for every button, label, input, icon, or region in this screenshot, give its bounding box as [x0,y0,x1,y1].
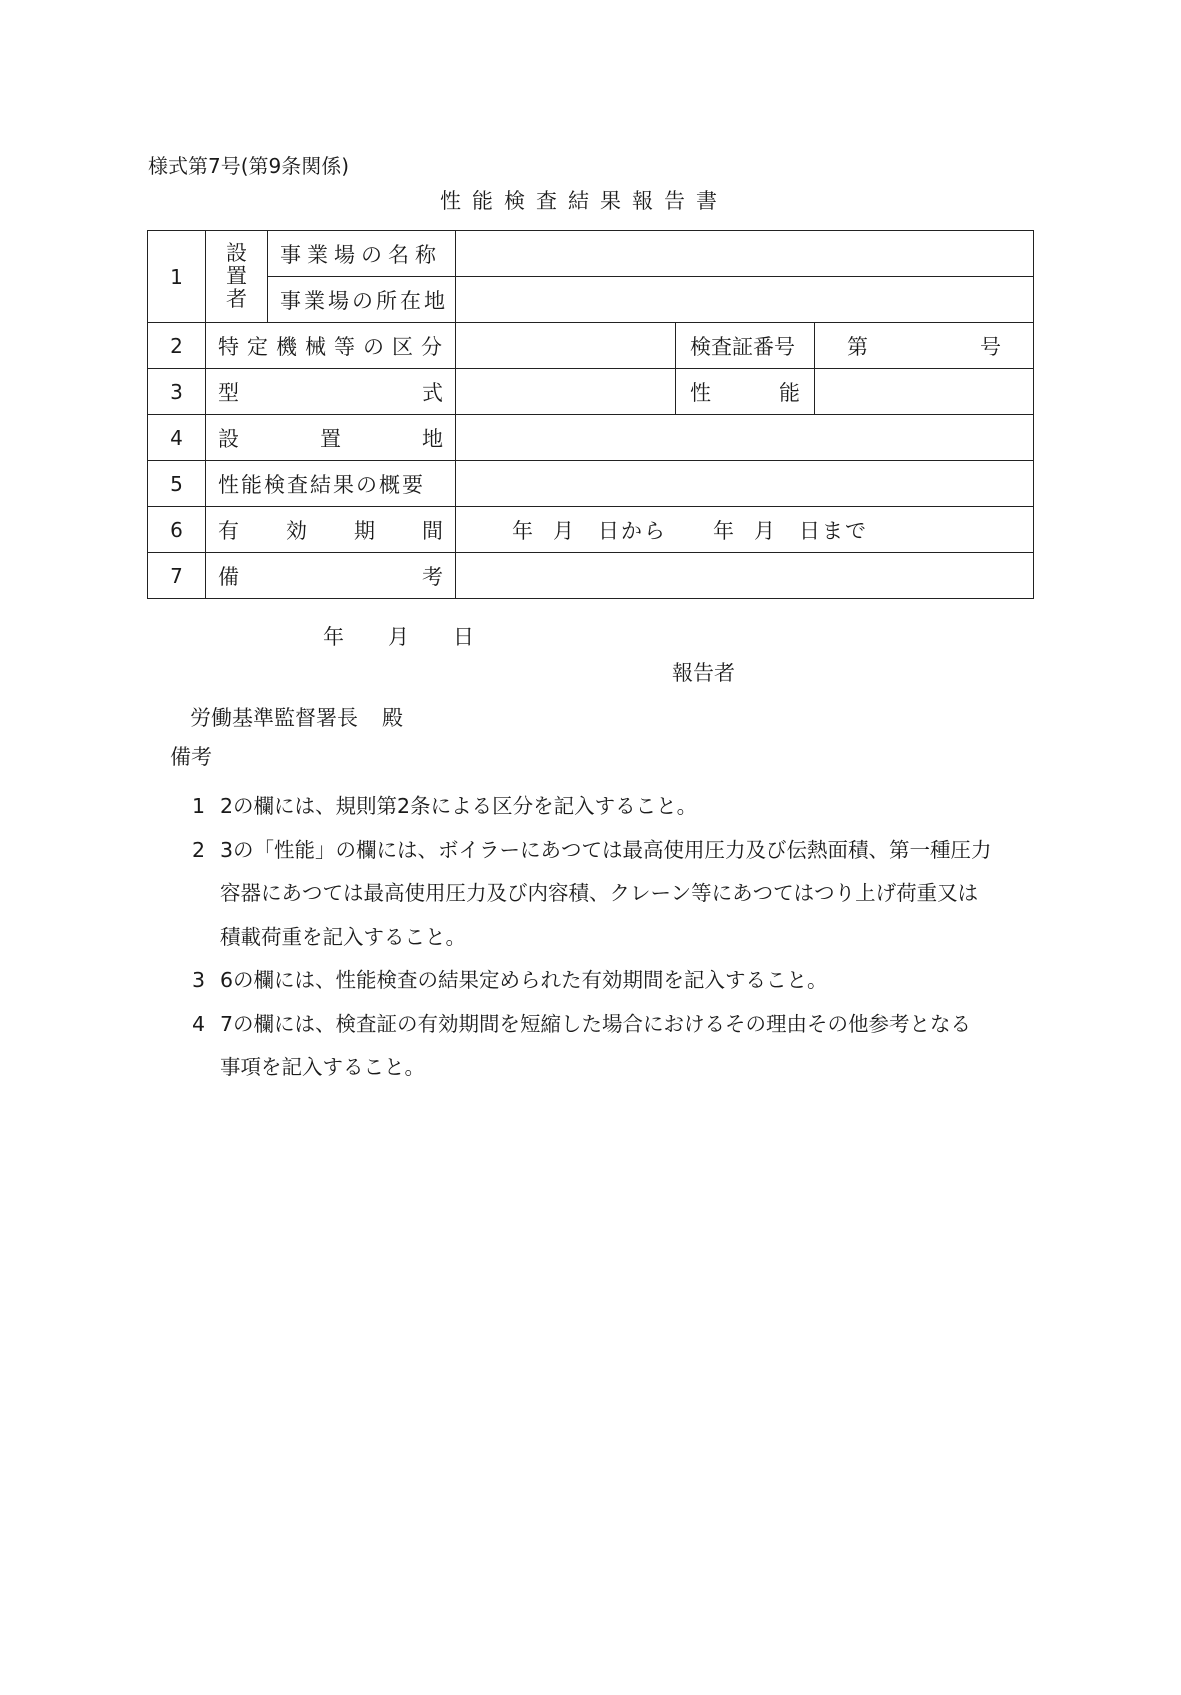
table-row-5 [148,461,1034,507]
installer-group-label [206,231,268,323]
row-number-2: 2 [148,323,206,369]
remarks-label [206,553,456,599]
document-title: 性能検査結果報告書 [440,189,728,213]
period-from: 日から [598,518,667,543]
machine-category-field[interactable] [456,323,676,369]
site-label-char-1: 設 [218,426,239,451]
table-row-6 [148,507,1034,553]
note-text-line: 事項を記入すること。 [220,1055,425,1079]
installation-site-label [206,415,456,461]
row-number-5: 5 [148,461,206,507]
row-number-3: 3 [148,369,206,415]
workplace-address-label: 事業場の所在地 [268,277,456,323]
labor-office-chief: 労働基準監督署長 [190,706,358,730]
date-year: 年 [323,625,344,649]
period-label-char-2: 効 [286,518,307,543]
note-text-line: 3の「性能」の欄には、ボイラーにあつては最高使用圧力及び伝熱面積、第一種圧力 [220,837,992,862]
certificate-prefix: 第 [847,334,868,359]
installer-char-2: 置 [226,264,247,288]
period-label-char-4: 間 [422,518,443,543]
notes-list [190,785,1030,1090]
note-item-2 [190,829,1030,960]
performance-field[interactable] [815,369,1034,415]
note-number: 3 [192,968,206,992]
note-text-line: 積載荷重を記入すること。 [220,924,466,949]
installer-char-1: 設 [226,241,247,265]
note-item-3 [190,959,1030,1003]
report-date[interactable] [323,622,474,652]
validity-period-field[interactable] [456,507,1034,553]
addressee [190,703,403,733]
remarks-label-char-1: 備 [218,564,239,589]
note-item-1 [190,785,1030,829]
note-number: 2 [192,837,206,862]
validity-period-label [206,507,456,553]
period-year-1: 年 [512,518,533,543]
period-line [512,515,1033,545]
workplace-name-label: 事業場の名称 [268,231,456,277]
row-number-4: 4 [148,415,206,461]
row-number-1: 1 [148,231,206,323]
form-number-label: 様式第7号(第9条関係) [148,154,350,178]
machine-category-label: 特定機械等の区分 [206,323,456,369]
note-number: 1 [192,794,206,818]
model-label-char-1: 型 [218,380,239,405]
row-number-6: 6 [148,507,206,553]
reporter-label: 報告者 [672,661,735,685]
period-year-2: 年 [713,518,734,543]
performance-label-char-1: 性 [690,380,711,405]
table-row-4 [148,415,1034,461]
table-row-1a [148,231,1034,277]
table-row-7 [148,553,1034,599]
period-until: 日まで [799,518,868,543]
honorific: 殿 [382,706,403,730]
note-text-line: 容器にあつては最高使用圧力及び内容積、クレーン等にあつてはつり上げ荷重又は [220,881,979,905]
report-table [147,230,1034,599]
note-number: 4 [192,1011,206,1036]
table-row-1b [148,277,1034,323]
installation-site-field[interactable] [456,415,1034,461]
period-label-char-1: 有 [218,518,239,543]
table-row-2 [148,323,1034,369]
inspection-summary-field[interactable] [456,461,1034,507]
notes-title: 備考 [170,745,212,769]
period-month-1: 月 [553,518,574,543]
note-text-line: 7の欄には、検査証の有効期間を短縮した場合におけるその理由その他参考となる [220,1011,972,1036]
date-day: 日 [453,625,474,649]
workplace-address-field[interactable] [456,277,1034,323]
certificate-number-label: 検査証番号 [676,323,815,369]
remarks-field[interactable] [456,553,1034,599]
installer-char-3: 者 [226,287,247,311]
date-month: 月 [388,625,409,649]
certificate-number-field[interactable] [815,323,1034,369]
model-field[interactable] [456,369,676,415]
model-label-char-2: 式 [422,380,443,405]
model-label [206,369,456,415]
site-label-char-2: 置 [320,426,341,451]
workplace-name-field[interactable] [456,231,1034,277]
note-text-line: 6の欄には、性能検査の結果定められた有効期間を記入すること。 [220,968,828,992]
note-text-line: 2の欄には、規則第2条による区分を記入すること。 [220,794,698,818]
period-month-2: 月 [754,518,775,543]
performance-label-char-2: 能 [779,380,800,405]
period-label-char-3: 期 [354,518,375,543]
table-row-3 [148,369,1034,415]
row-number-7: 7 [148,553,206,599]
certificate-suffix: 号 [980,334,1002,359]
note-item-4 [190,1003,1030,1090]
remarks-label-char-2: 考 [422,564,443,589]
site-label-char-3: 地 [422,426,443,451]
inspection-summary-label: 性能検査結果の概要 [206,461,456,507]
performance-label [676,369,815,415]
